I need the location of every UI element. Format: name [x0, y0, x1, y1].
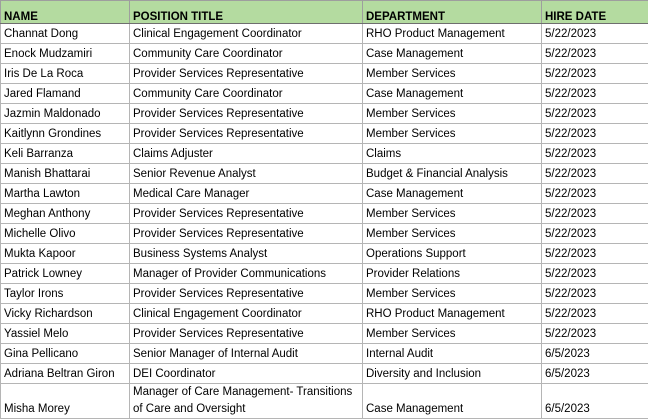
cell-hire-date[interactable]: 5/22/2023: [542, 124, 648, 144]
cell-position-title[interactable]: Provider Services Representative: [130, 224, 363, 244]
cell-hire-date[interactable]: 6/5/2023: [542, 384, 648, 419]
table-row: [1, 164, 648, 184]
cell-name[interactable]: Vicky Richardson: [1, 304, 130, 324]
header-row: [1, 1, 648, 24]
table-row: [1, 284, 648, 304]
cell-position-title-text: Manager of Care Management- Transitions of Care and Oversight: [133, 384, 362, 418]
table-row: [1, 324, 648, 344]
cell-name[interactable]: Gina Pellicano: [1, 344, 130, 364]
cell-name[interactable]: Channat Dong: [1, 24, 130, 44]
cell-hire-date[interactable]: 6/5/2023: [542, 364, 648, 384]
cell-department[interactable]: Case Management: [363, 44, 542, 64]
table-row: [1, 24, 648, 44]
cell-position-title[interactable]: Community Care Coordinator: [130, 44, 363, 64]
cell-department[interactable]: Internal Audit: [363, 344, 542, 364]
cell-hire-date[interactable]: 6/5/2023: [542, 344, 648, 364]
cell-department[interactable]: Case Management: [363, 84, 542, 104]
table-row: [1, 224, 648, 244]
cell-department[interactable]: Case Management: [363, 384, 542, 419]
cell-position-title[interactable]: Clinical Engagement Coordinator: [130, 24, 363, 44]
cell-position-title[interactable]: [130, 384, 363, 419]
table-row: [1, 44, 648, 64]
header-hire-date[interactable]: HIRE DATE: [542, 1, 648, 24]
cell-name[interactable]: Taylor Irons: [1, 284, 130, 304]
cell-position-title[interactable]: Senior Revenue Analyst: [130, 164, 363, 184]
cell-hire-date[interactable]: 5/22/2023: [542, 264, 648, 284]
cell-position-title[interactable]: DEI Coordinator: [130, 364, 363, 384]
table-row: [1, 84, 648, 104]
cell-department[interactable]: Case Management: [363, 184, 542, 204]
cell-department[interactable]: Budget & Financial Analysis: [363, 164, 542, 184]
cell-department[interactable]: Member Services: [363, 324, 542, 344]
cell-department[interactable]: Provider Relations: [363, 264, 542, 284]
cell-department[interactable]: Member Services: [363, 284, 542, 304]
table-row: [1, 64, 648, 84]
cell-department[interactable]: Member Services: [363, 224, 542, 244]
cell-department[interactable]: Member Services: [363, 204, 542, 224]
cell-department[interactable]: Operations Support: [363, 244, 542, 264]
cell-position-title[interactable]: Provider Services Representative: [130, 284, 363, 304]
cell-name[interactable]: Enock Mudzamiri: [1, 44, 130, 64]
cell-department[interactable]: RHO Product Management: [363, 24, 542, 44]
cell-hire-date[interactable]: 5/22/2023: [542, 204, 648, 224]
cell-hire-date[interactable]: 5/22/2023: [542, 24, 648, 44]
cell-name[interactable]: Meghan Anthony: [1, 204, 130, 224]
cell-name[interactable]: Jared Flamand: [1, 84, 130, 104]
cell-position-title[interactable]: Provider Services Representative: [130, 124, 363, 144]
cell-position-title[interactable]: Medical Care Manager: [130, 184, 363, 204]
table-row: [1, 184, 648, 204]
cell-name[interactable]: Patrick Lowney: [1, 264, 130, 284]
cell-hire-date[interactable]: 5/22/2023: [542, 324, 648, 344]
header-position-title[interactable]: POSITION TITLE: [130, 1, 363, 24]
cell-hire-date[interactable]: 5/22/2023: [542, 144, 648, 164]
cell-hire-date[interactable]: 5/22/2023: [542, 64, 648, 84]
cell-department[interactable]: Member Services: [363, 64, 542, 84]
cell-hire-date[interactable]: 5/22/2023: [542, 104, 648, 124]
cell-position-title[interactable]: Provider Services Representative: [130, 64, 363, 84]
cell-position-title[interactable]: Community Care Coordinator: [130, 84, 363, 104]
cell-department[interactable]: Member Services: [363, 124, 542, 144]
cell-position-title[interactable]: Claims Adjuster: [130, 144, 363, 164]
cell-name[interactable]: Yassiel Melo: [1, 324, 130, 344]
cell-hire-date[interactable]: 5/22/2023: [542, 304, 648, 324]
cell-department[interactable]: Claims: [363, 144, 542, 164]
cell-department[interactable]: Member Services: [363, 104, 542, 124]
table-row: [1, 364, 648, 384]
table-row: [1, 344, 648, 364]
cell-position-title[interactable]: Provider Services Representative: [130, 104, 363, 124]
cell-department[interactable]: RHO Product Management: [363, 304, 542, 324]
table-row: [1, 204, 648, 224]
cell-name[interactable]: Adriana Beltran Giron: [1, 364, 130, 384]
cell-position-title[interactable]: Clinical Engagement Coordinator: [130, 304, 363, 324]
cell-name[interactable]: Iris De La Roca: [1, 64, 130, 84]
cell-hire-date[interactable]: 5/22/2023: [542, 224, 648, 244]
cell-name[interactable]: Mukta Kapoor: [1, 244, 130, 264]
cell-name[interactable]: Kaitlynn Grondines: [1, 124, 130, 144]
header-department[interactable]: DEPARTMENT: [363, 1, 542, 24]
header-name[interactable]: NAME: [1, 1, 130, 24]
cell-name[interactable]: Misha Morey: [1, 384, 130, 419]
table-row: [1, 144, 648, 164]
cell-position-title[interactable]: Manager of Provider Communications: [130, 264, 363, 284]
table-row: [1, 384, 648, 419]
cell-name[interactable]: Manish Bhattarai: [1, 164, 130, 184]
cell-hire-date[interactable]: 5/22/2023: [542, 184, 648, 204]
cell-hire-date[interactable]: 5/22/2023: [542, 84, 648, 104]
cell-position-title[interactable]: Provider Services Representative: [130, 204, 363, 224]
cell-name[interactable]: Michelle Olivo: [1, 224, 130, 244]
cell-hire-date[interactable]: 5/22/2023: [542, 164, 648, 184]
table-row: [1, 124, 648, 144]
table-row: [1, 244, 648, 264]
cell-hire-date[interactable]: 5/22/2023: [542, 284, 648, 304]
cell-position-title[interactable]: Provider Services Representative: [130, 324, 363, 344]
table-row: [1, 264, 648, 284]
cell-hire-date[interactable]: 5/22/2023: [542, 244, 648, 264]
cell-hire-date[interactable]: 5/22/2023: [542, 44, 648, 64]
cell-position-title[interactable]: Business Systems Analyst: [130, 244, 363, 264]
cell-name[interactable]: Jazmin Maldonado: [1, 104, 130, 124]
cell-name[interactable]: Martha Lawton: [1, 184, 130, 204]
table-row: [1, 304, 648, 324]
table-row: [1, 104, 648, 124]
cell-name[interactable]: Keli Barranza: [1, 144, 130, 164]
cell-position-title[interactable]: Senior Manager of Internal Audit: [130, 344, 363, 364]
cell-department[interactable]: Diversity and Inclusion: [363, 364, 542, 384]
